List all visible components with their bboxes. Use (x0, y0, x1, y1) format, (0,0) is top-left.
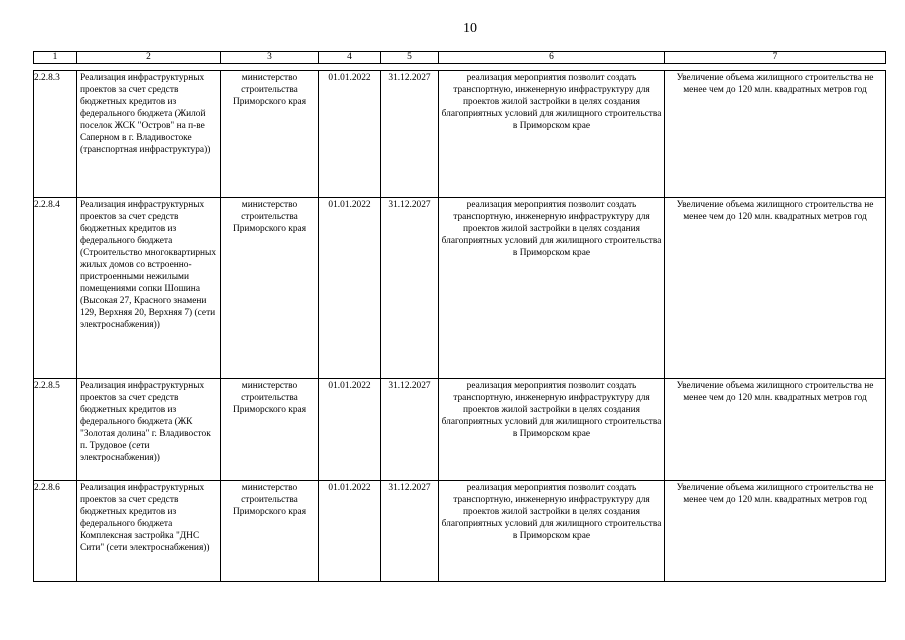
indicator: Увеличение объема жилищного строительства не менее чем до 120 млн. квадратных метров год (665, 71, 886, 198)
end-date: 31.12.2027 (381, 71, 439, 198)
table-row (34, 198, 886, 379)
expected-effect: реализация мероприятия позволит создать транспортную, инженерную инфраструктуру для проектов жилой застройки в целях создания благоприятных условий для жилищного строительства в Приморском крае (439, 198, 665, 379)
table-row (34, 481, 886, 582)
start-date: 01.01.2022 (319, 481, 381, 582)
start-date: 01.01.2022 (319, 71, 381, 198)
start-date: 01.01.2022 (319, 379, 381, 481)
end-date: 31.12.2027 (381, 481, 439, 582)
header-gap (34, 64, 886, 71)
header-cell-4: 4 (319, 52, 381, 64)
row-number: 2.2.8.5 (34, 379, 77, 481)
table-row (34, 71, 886, 198)
measure-name: Реализация инфраструктурных проектов за счет средств бюджетных кредитов из федерального бюджета (Строительство многоквартирных жилых домов со встроенно-пристроенными нежилыми помещениями сопки Шошина (Высокая 27, Красного знамени 129, Верхняя 20, Верхняя 7) (сети электроснабжения)) (77, 198, 221, 379)
expected-effect: реализация мероприятия позволит создать транспортную, инженерную инфраструктуру для проектов жилой застройки в целях создания благоприятных условий для жилищного строительства в Приморском крае (439, 481, 665, 582)
header-cell-6: 6 (439, 52, 665, 64)
measure-name: Реализация инфраструктурных проектов за счет средств бюджетных кредитов из федерального бюджета (ЖК "Золотая долина" г. Владивосток п. Трудовое (сети электроснабжения)) (77, 379, 221, 481)
indicator: Увеличение объема жилищного строительства не менее чем до 120 млн. квадратных метров год (665, 379, 886, 481)
header-cell-7: 7 (665, 52, 886, 64)
expected-effect: реализация мероприятия позволит создать транспортную, инженерную инфраструктуру для проектов жилой застройки в целях создания благоприятных условий для жилищного строительства в Приморском крае (439, 379, 665, 481)
table-row (34, 379, 886, 481)
page-number: 10 (463, 21, 477, 36)
executor: министерство строительства Приморского края (221, 71, 319, 198)
executor: министерство строительства Приморского края (221, 379, 319, 481)
indicator: Увеличение объема жилищного строительства не менее чем до 120 млн. квадратных метров год (665, 481, 886, 582)
row-number: 2.2.8.3 (34, 71, 77, 198)
executor: министерство строительства Приморского края (221, 198, 319, 379)
end-date: 31.12.2027 (381, 379, 439, 481)
row-number: 2.2.8.4 (34, 198, 77, 379)
header-cell-2: 2 (77, 52, 221, 64)
executor: министерство строительства Приморского края (221, 481, 319, 582)
measures-table (33, 51, 886, 582)
measure-name: Реализация инфраструктурных проектов за счет средств бюджетных кредитов из федерального бюджета (Жилой поселок ЖСК "Остров" на п-ве Саперном в г. Владивостоке (транспортная инфраструктура)) (77, 71, 221, 198)
row-number: 2.2.8.6 (34, 481, 77, 582)
end-date: 31.12.2027 (381, 198, 439, 379)
header-cell-3: 3 (221, 52, 319, 64)
measure-name: Реализация инфраструктурных проектов за счет средств бюджетных кредитов из федерального бюджета Комплексная застройка "ДНС Сити" (сети электроснабжения)) (77, 481, 221, 582)
header-gap-cell (34, 64, 886, 71)
header-cell-5: 5 (381, 52, 439, 64)
header-row (34, 52, 886, 64)
expected-effect: реализация мероприятия позволит создать транспортную, инженерную инфраструктуру для проектов жилой застройки в целях создания благоприятных условий для жилищного строительства в Приморском крае (439, 71, 665, 198)
header-cell-1: 1 (34, 52, 77, 64)
indicator: Увеличение объема жилищного строительства не менее чем до 120 млн. квадратных метров год (665, 198, 886, 379)
start-date: 01.01.2022 (319, 198, 381, 379)
